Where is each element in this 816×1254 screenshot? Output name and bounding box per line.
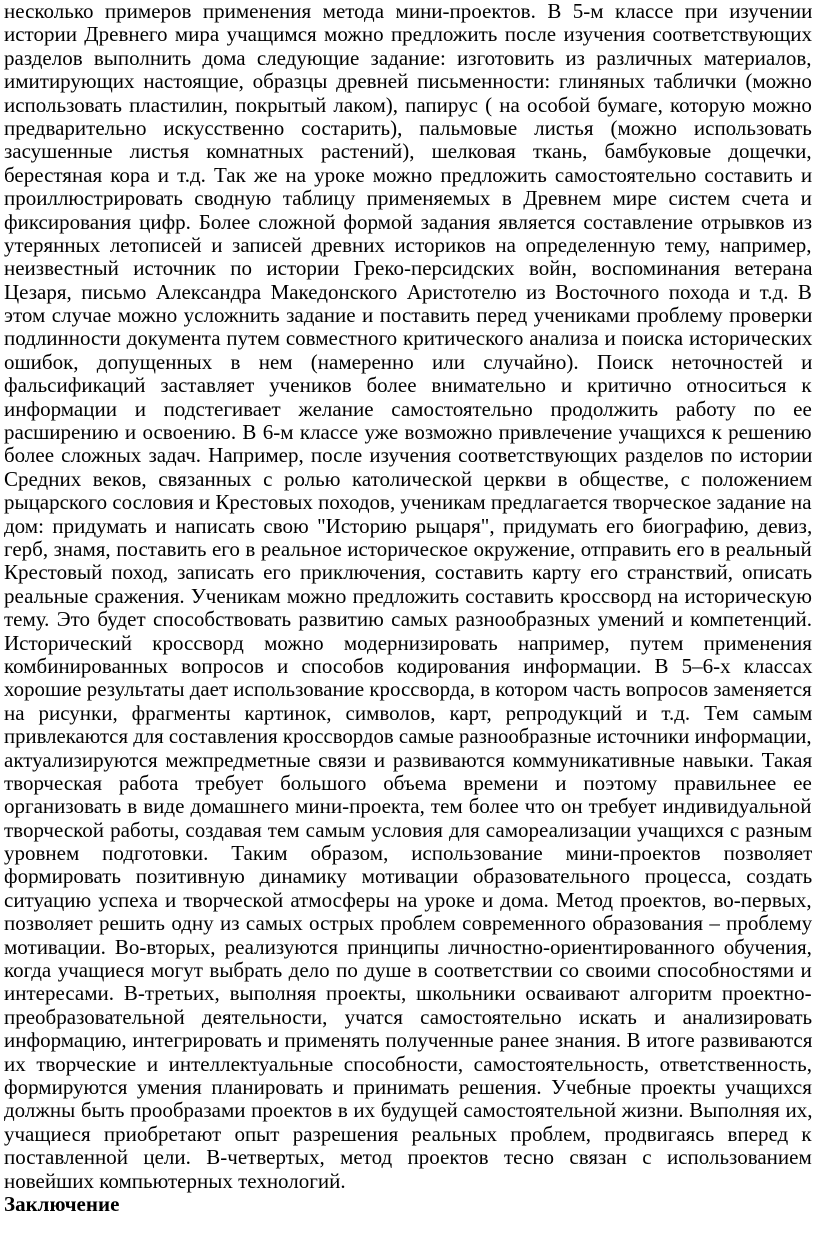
- text-line: на рисунки, фрагменты картинок, символов, карт, репродукций и т.д. Тем самым: [4, 700, 813, 725]
- text-line: организовать в виде домашнего мини-проекта, тем более что он требует индивидуальной: [4, 794, 812, 819]
- text-line: хорошие результаты дает использование кроссворда, в котором часть вопросов заменяется: [4, 677, 812, 702]
- text-line: Цезаря, письмо Александра Македонского Аристотелю из Восточного похода и т.д. В: [4, 279, 812, 304]
- text-line: когда учащиеся могут выбрать дело по душе в соответствии со своими способностями и: [4, 958, 812, 983]
- text-line: преобразовательной деятельности, учатся самостоятельно искать и анализировать: [4, 1004, 813, 1029]
- text-line: интересами. В-третьих, выполняя проекты, школьники осваивают алгоритм проектно-: [4, 981, 812, 1006]
- text-line: новейших компьютерных технологий.: [4, 1168, 346, 1193]
- text-line: формировать позитивную динамику мотивации образовательного процесса, создать: [4, 864, 813, 889]
- text-line: информации и подстегивает желание самостоятельно продолжить работу по ее: [4, 396, 812, 421]
- text-line: ошибок, допущенных в нем (намеренно или случайно). Поиск неточностей и: [4, 349, 813, 374]
- text-line: берестяная кора и т.д. Так же на уроке можно предложить самостоятельно составить и: [4, 162, 813, 187]
- text-line: разделов выполнить дома следующие задание: изготовить из различных материалов,: [4, 45, 812, 70]
- text-line: позволяет решить одну из самых острых проблем современного образования – проблему: [4, 911, 813, 936]
- text-line: должны быть прообразами проектов в их будущей самостоятельной жизни. Выполняя их,: [4, 1098, 813, 1123]
- text-line: утерянных летописей и записей древних историков на определенную тему, например,: [4, 232, 812, 257]
- text-line: имитирующих настоящие, образцы древней письменности: глиняных таблички (можно: [4, 69, 812, 94]
- text-line: уровнем подготовки. Таким образом, использование мини-проектов позволяет: [4, 841, 813, 866]
- text-line: подлинности документа путем совместного критического анализа и поиска исторических: [4, 326, 813, 351]
- text-line: творческой работы, создавая тем самым условия для самореализации учащихся с разным: [4, 817, 813, 842]
- text-line: фальсификаций заставляет учеников более внимательно и критично относиться к: [4, 373, 812, 398]
- text-line: более сложных задач. Например, после изучения соответствующих разделов по истории: [4, 443, 813, 468]
- text-line: их творческие и интеллектуальные способности, самостоятельность, ответственность,: [4, 1051, 812, 1076]
- text-line: тему. Это будет способствовать развитию самых разнообразных умений и компетенций.: [4, 607, 812, 632]
- text-line: реальные сражения. Ученикам можно предложить составить кроссворд на историческую: [4, 583, 812, 608]
- text-line: предварительно искусственно состарить), пальмовые листья (можно использовать: [4, 115, 812, 140]
- text-line: рыцарского сословия и Крестовых походов, ученикам предлагается творческое задание на: [4, 490, 812, 515]
- text-line: формируются умения планировать и принимать решения. Учебные проекты учащихся: [4, 1074, 812, 1099]
- text-line: Крестовый поход, записать его приключения, составить карту его странствий, описать: [4, 560, 813, 585]
- text-line: неизвестный источник по истории Греко-персидских войн, воспоминания ветерана: [4, 256, 813, 281]
- text-line: Средних веков, связанных с ролью католической церкви в обществе, с положением: [4, 466, 813, 491]
- text-line: фиксирования цифр. Более сложной формой задания является составление отрывков из: [4, 209, 813, 234]
- text-line: несколько примеров применения метода мини-проектов. В 5-м классе при изучении: [4, 0, 813, 23]
- text-line: Исторический кроссворд можно модернизировать например, путем применения: [4, 630, 812, 655]
- text-line: засушенные листья комнатных растений), шелковая ткань, бамбуковые дощечки,: [4, 139, 812, 164]
- text-line: герб, знамя, поставить его в реальное историческое окружение, отправить его в реальный: [4, 536, 812, 561]
- text-line: творческая работа требует большого объема времени и поэтому правильнее ее: [4, 770, 812, 795]
- section-heading: Заключение: [4, 1191, 120, 1216]
- body-text: [4, 0, 812, 1216]
- text-line: истории Древнего мира учащимся можно предложить после изучения соответствующих: [4, 22, 813, 47]
- text-line: этом случае можно усложнить задание и поставить перед учениками проблему проверки: [4, 303, 813, 328]
- text-line: поставленной цели. В-четвертых, метод проектов тесно связан с использованием: [4, 1145, 812, 1170]
- text-line: информацию, интегрировать и применять полученные ранее знания. В итоге развиваются: [4, 1028, 813, 1053]
- text-line: актуализируются межпредметные связи и развиваются коммуникативные навыки. Такая: [4, 747, 813, 772]
- text-line: проиллюстрировать сводную таблицу применяемых в Древнем мире систем счета и: [4, 186, 812, 211]
- text-line: учащиеся приобретают опыт разрешения реальных проблем, продвигаясь вперед к: [4, 1121, 812, 1146]
- text-line: использовать пластилин, покрытый лаком), папирус ( на особой бумаге, которую можно: [4, 92, 812, 117]
- text-line: мотивации. Во-вторых, реализуются принципы личностно-ориентированного обучения,: [4, 934, 812, 959]
- text-line: комбинированных вопросов и способов кодирования информации. В 5–6-х классах: [4, 653, 813, 678]
- text-line: привлекаются для составления кроссвордов самые разнообразные источники информации,: [4, 724, 812, 749]
- text-line: расширению и освоению. В 6-м классе уже возможно привлечение учащихся к решению: [4, 420, 812, 445]
- text-line: ситуацию успеха и творческой атмосферы на уроке и дома. Метод проектов, во-первых,: [4, 887, 812, 912]
- text-line: дом: придумать и написать свою "Историю рыцаря", придумать его биографию, девиз,: [4, 513, 813, 538]
